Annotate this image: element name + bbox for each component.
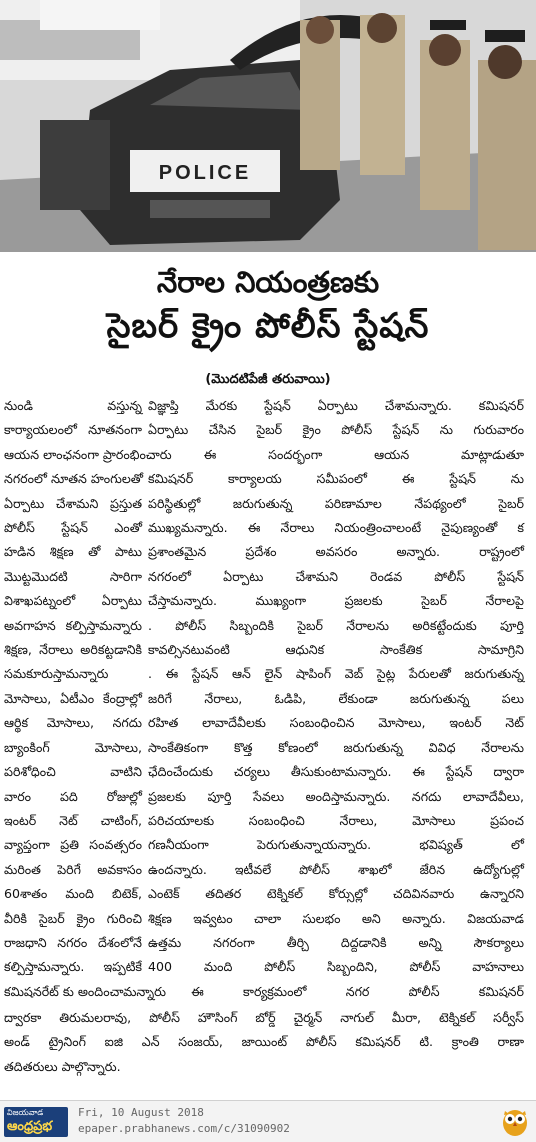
article-line: ప్రశాంతమైన ప్రదేశం అవసరం అన్నారు. రాష్ట్రంలో: [148, 544, 524, 560]
article-line: ఛేదించేందుకు చర్యలు తీసుకుంటామన్నారు. ఈ స్టేషన్ ద్వారా: [148, 764, 524, 780]
article-line: జరిగే నేరాలు, ఓడిపి, లేకుండా జరుగుతున్న పలు: [148, 690, 524, 706]
epaper-url[interactable]: epaper.prabhanews.com/c/31090902: [78, 1122, 290, 1135]
logo-edition: విజయవాడ: [7, 1108, 44, 1117]
article-line-left: వీరికి సైబర్ క్రైం గురించి: [4, 910, 142, 926]
article-line-left: 60శాతం మంది బిటెక్,: [4, 886, 142, 902]
article-line-left: కార్యాయలంలో నూతనంగా: [4, 422, 142, 438]
article-line: సాంకేతికంగా కొత్త కోణంలో జరుగుతున్న వివిధ నేరాలను: [148, 739, 524, 755]
article-line: చేస్తామన్నారు. ముఖ్యంగా ప్రజలకు సైబర్ నేరాలపై: [148, 593, 524, 609]
article-line-left: హడిన శిక్షణ తో పాటు: [4, 544, 142, 560]
logo-title: ఆంధ్రప్రభ: [7, 1119, 53, 1134]
article-line: విజ్ఞాప్తి మేరకు స్టేషన్ ఏర్పాటు చేశామన్నారు. కమిషనర్: [148, 398, 524, 413]
article-line-left: వారం పది రోజుల్లో: [4, 788, 142, 804]
article-line: నగరంలో ఏర్పాటు చేశామని రెండవ పోలీస్ స్టేషన్: [148, 568, 524, 584]
article-line-tail: అండ్ ట్రైనింగ్ ఐజి ఎన్ సంజయ్, జాయింట్ పోలీస్ కమిషనర్ టి. క్రాంతి రాణా: [4, 1034, 524, 1050]
article-line-left: అవగాహన కల్పిస్తామన్నారు: [4, 617, 142, 633]
article-line-left: మోసాలు, ఏటీఎం కేంద్రాల్లో: [4, 690, 142, 706]
article-line-left: పరిశోధించి వాటిని: [4, 764, 142, 780]
edition-date: Fri, 10 August 2018: [78, 1106, 204, 1119]
article-line: . ఈ కార్యక్రమంలో నగర పోలీస్ కమిషనర్: [148, 983, 524, 999]
article-line-left: నుండి వస్తున్న: [4, 398, 142, 413]
article-line: . ఈ స్టేషన్ ఆన్ లైన్ షాపింగ్ వెబ్ సైట్ల పేరులతో జరుగుతున్న: [148, 666, 524, 682]
article-line: గణనీయంగా పెరుగుతున్నాయన్నారు. భవిష్యత్ లో: [148, 837, 524, 853]
article-line-left: శిక్షణ, నేరాలు అరికట్టడానికి: [4, 642, 142, 658]
article-line-left: మొట్టమొదటి సారిగా: [4, 568, 142, 584]
article-line-left: విశాఖపట్నంలో ఏర్పాటు: [4, 593, 142, 609]
article-line: ముఖ్యమన్నారు. ఈ నేరాలు నియంత్రించాలంటే నైపుణ్యంతో క: [148, 520, 524, 536]
article-line-tail: తదితరులు పాల్గొన్నారు.: [4, 1058, 121, 1074]
article-line: ఉందన్నారు. ఇటీవలే పోలీస్ శాఖలో జేరిన ఉద్యోగుల్లో: [148, 861, 524, 877]
article-line-left: కమిషనరేట్ కు అందించామన్నారు: [4, 983, 166, 999]
article-line-left: కల్పిస్తామన్నారు. ఇప్పటికే: [4, 959, 142, 975]
article-line: కమిషనర్ కార్యాలయ సమీపంలో ఈ స్టేషన్ ను: [148, 471, 524, 487]
continuation-note: (మొదటిపేజీ తరువాయి): [205, 372, 331, 387]
article-line: శిక్షణ ఇవ్వటం చాలా సులభం అని అన్నారు. విజయవాడ: [148, 910, 524, 926]
article-line: 400 మంది పోలీస్ సిబ్బందిని, పోలీస్ వాహనాలు: [148, 959, 524, 975]
article-line-left: ఇంటర్ నెట్ చాటింగ్,: [4, 812, 142, 828]
news-photo: [0, 0, 536, 252]
article-line-left: రాజధాని నగరం దేశంలోనే: [4, 934, 142, 950]
article-line: కావల్సినటువంటి ఆధునిక సాంకేతిక సామాగ్రిని: [148, 642, 524, 658]
article-line: పరిస్థితుల్లో జరుగుతున్న పరిణామాల నేపథ్యంలో సైబర్: [148, 495, 524, 511]
article-line-left: మరింత పెరిగే అవకాసం: [4, 861, 142, 877]
article-line-left: ఏర్పాటు చేశామని ప్రస్తుత: [4, 495, 142, 511]
article-line-left: వ్యాప్తంగా ప్రతి సంవత్సరం: [4, 837, 142, 853]
article-left-column: [4, 394, 172, 1006]
owl-icon: [500, 1105, 530, 1137]
article-body: [148, 394, 524, 1006]
article-line: ఉత్తమ నగరంగా తీర్చి దిద్దడానికి అన్ని సౌకర్యాలు: [148, 934, 524, 950]
headline: [0, 262, 536, 350]
article-line: పరిచయాలకు సంబంధించి నేరాలు, మోసాలు ప్రపంచ: [148, 812, 524, 828]
article-line-tail: ద్వారకా తిరుమలరావు, పోలీస్ హౌసింగ్ బోర్డ్ చైర్మన్ నాగుల్ మీరా, టెక్నికల్ సర్వీస్: [4, 1010, 524, 1025]
article-line: ప్రజలకు పూర్తి సేవలు అందిస్తామన్నారు. నగదు లావాదేవీలు,: [148, 788, 524, 804]
article-line: . పోలీస్ సిబ్బందికి సైబర్ నేరాలను అరికట్టేందుకు పూర్తి: [148, 617, 524, 633]
article-line-left: నగరంలో నూతన హంగులతో: [4, 471, 144, 487]
article-line: . ఈ సందర్భంగా ఆయన మాట్లాడుతూ: [148, 446, 524, 462]
headline-line-1: నేరాల నియంత్రణకు: [156, 265, 380, 299]
article-line-left: పోలీస్ స్టేషన్ ఎంతో: [4, 520, 142, 536]
headline-line-2: సైబర్ క్రైం పోలీస్ స్టేషన్: [106, 306, 430, 346]
article-line-left: ఆర్థిక మోసాలు, నగదు: [4, 715, 142, 731]
article-line: ఎంటెక్ తదితర టెక్నికల్ కోర్సుల్లో చదివినవారు ఉన్నారని: [148, 886, 524, 902]
article-line-left: బ్యాంకింగ్ మోసాలు,: [4, 739, 142, 755]
article-line: ఏర్పాటు చేసిన సైబర్ క్రైం పోలీస్ స్టేషన్ ను గురువారం: [148, 422, 524, 438]
article-line-left: ఆయన లాంఛనంగా ప్రారంభించారు: [4, 446, 172, 462]
article-line-left: సమకూరుస్తామన్నారు: [4, 666, 109, 682]
police-vehicle-label: POLICE: [158, 162, 252, 184]
footer-bar: [0, 1100, 536, 1142]
newspaper-logo: [4, 1107, 68, 1137]
article-line: రహిత లావాదేవీలకు సంబంధించిన మోసాలు, ఇంటర్ నెట్: [148, 715, 524, 731]
